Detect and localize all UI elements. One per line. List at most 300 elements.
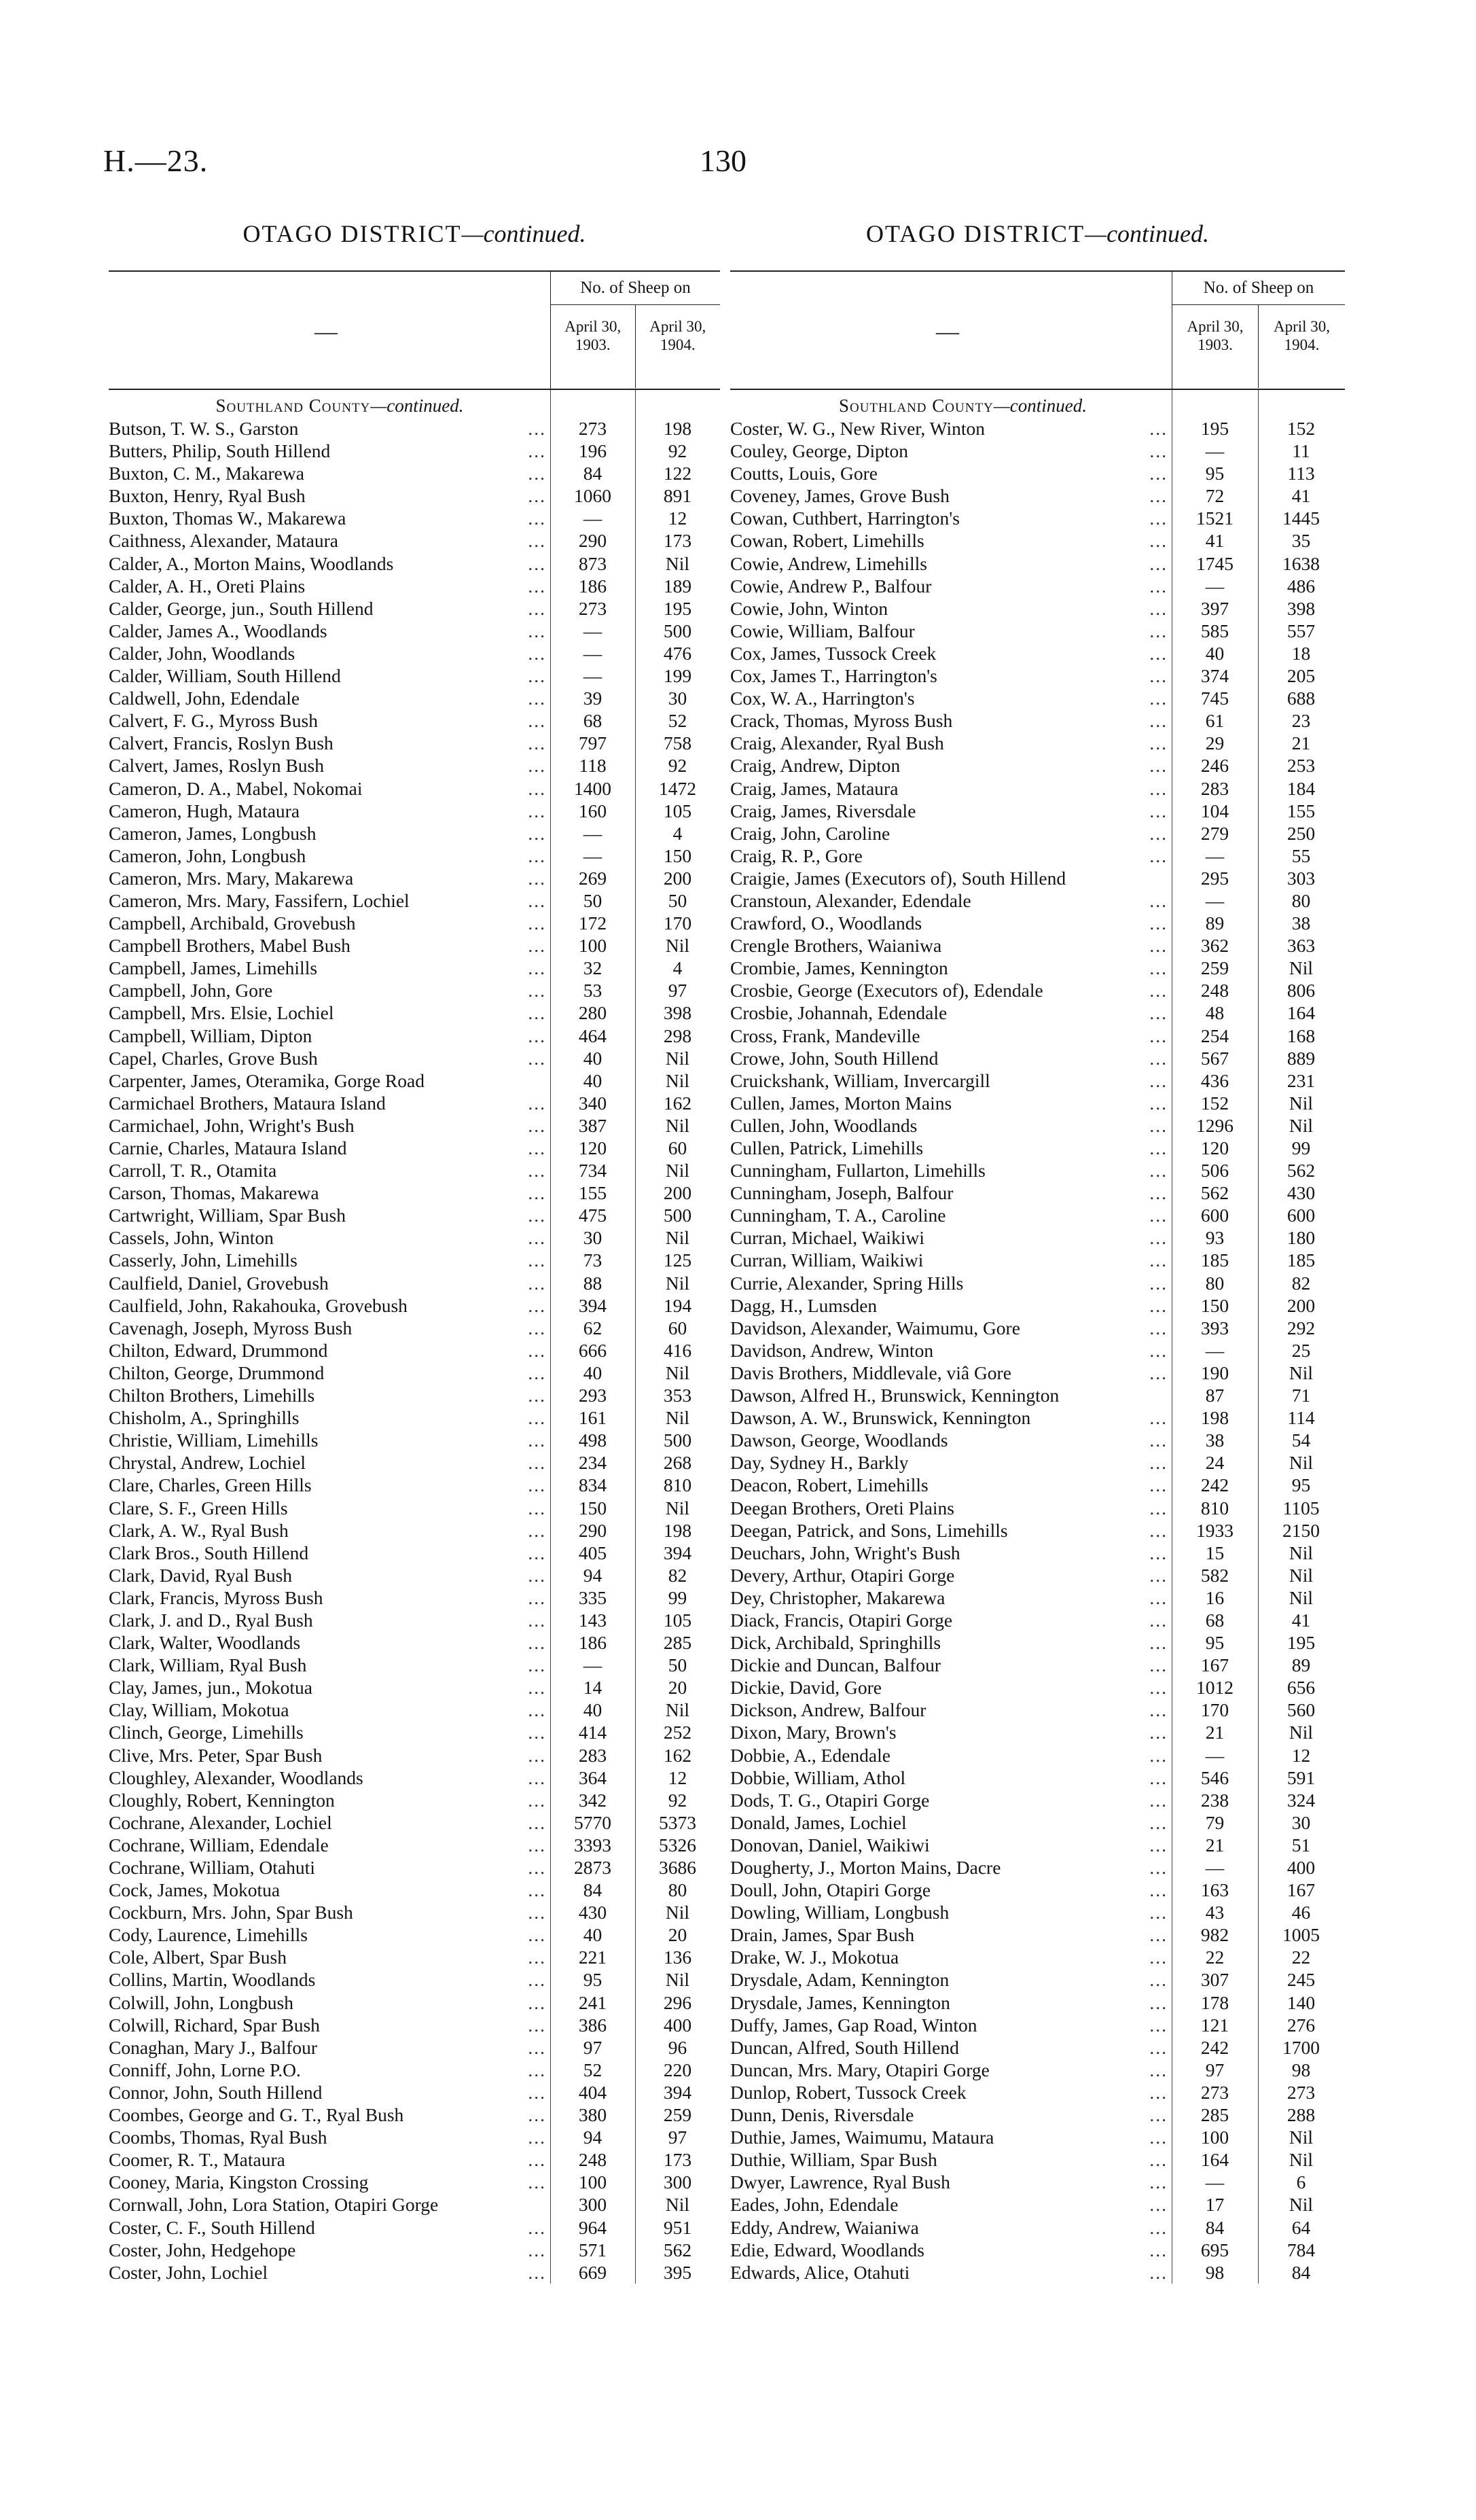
leader-dots: ... <box>1149 1339 1168 1361</box>
sheep-1903-cell: 669 <box>578 2261 607 2283</box>
leader-dots: ... <box>528 2127 546 2148</box>
owner-name: Clive, Mrs. Peter, Spar Bush <box>109 1745 325 1766</box>
sheep-1904-cell: 4 <box>672 822 683 844</box>
sheep-1904-cell: 6 <box>1296 2171 1306 2193</box>
owner-name: Cowan, Cuthbert, Harrington's <box>730 508 962 529</box>
sheep-1904-cell: 688 <box>1286 688 1316 709</box>
sheep-1904-cell: 150 <box>663 845 692 866</box>
sheep-1904-cell: 136 <box>663 1947 692 1968</box>
sheep-1904-cell: 250 <box>1286 822 1316 844</box>
sheep-1903-cell: 506 <box>1200 1160 1229 1182</box>
sheep-1903-cell: 32 <box>583 957 602 979</box>
sheep-1903-cell: 797 <box>578 732 607 754</box>
owner-name: Calvert, James, Roslyn Bush <box>109 755 327 776</box>
leader-dots: ... <box>1149 1677 1168 1699</box>
leader-dots: ... <box>528 755 546 777</box>
sheep-1903-cell: 17 <box>1205 2194 1225 2216</box>
sheep-1903-cell: 15 <box>1205 1542 1225 1563</box>
leader-dots: ... <box>528 1430 546 1451</box>
sheep-1903-cell: 430 <box>578 1902 607 1923</box>
owner-name: Cruickshank, William, Invercargill <box>730 1070 993 1091</box>
owner-name: Campbell, William, Dipton <box>109 1025 314 1046</box>
owner-cell <box>730 1609 1172 1631</box>
leader-dots: ... <box>528 822 546 844</box>
owner-name: Cochrane, Alexander, Lochiel <box>109 1812 335 1833</box>
leader-dots: ... <box>1149 2261 1168 2283</box>
leader-dots: ... <box>528 1991 546 2013</box>
header-group-label: No. of Sheep on <box>551 272 720 305</box>
owner-cell <box>109 1159 550 1182</box>
sheep-1904-cell: 184 <box>1286 777 1316 799</box>
sheep-1903-cell: 79 <box>1205 1811 1225 1833</box>
sheep-1903-cell: 340 <box>578 1092 607 1114</box>
table-row <box>109 1451 720 1474</box>
sheep-1903-cell: 21 <box>1205 1722 1225 1743</box>
leader-dots: ... <box>1149 418 1168 439</box>
sheep-1903-cell: 62 <box>583 1317 602 1338</box>
district-name: OTAGO DISTRICT <box>865 220 1085 247</box>
owner-cell <box>730 1519 1172 1542</box>
leader-dots: ... <box>528 1474 546 1496</box>
owner-name: Carnie, Charles, Mataura Island <box>109 1137 350 1158</box>
leader-dots: ... <box>528 1677 546 1699</box>
sheep-1904-cell: 98 <box>1291 2059 1311 2080</box>
leader-dots: ... <box>1149 2127 1168 2148</box>
sheep-1903-cell: 94 <box>583 1564 602 1586</box>
owner-name: Calvert, Francis, Roslyn Bush <box>109 732 336 753</box>
owner-cell <box>109 1744 550 1767</box>
sheep-1904-cell: Nil <box>665 1272 690 1294</box>
owner-cell <box>730 1092 1172 1114</box>
column-rule <box>550 390 551 2284</box>
owner-name: Drain, James, Spar Bush <box>730 1924 917 1945</box>
owner-cell <box>730 1946 1172 1968</box>
owner-name: Cross, Frank, Mandeville <box>730 1025 923 1046</box>
table-row <box>730 620 1345 642</box>
leader-dots: ... <box>528 1947 546 1968</box>
sheep-1904-cell: Nil <box>665 1699 690 1721</box>
sheep-1903-cell: 94 <box>583 2127 602 2148</box>
table-row <box>109 1182 720 1204</box>
owner-cell <box>109 2216 550 2239</box>
sheep-1904-cell: 22 <box>1291 1947 1311 1968</box>
sheep-1904-cell: 185 <box>1286 1249 1316 1271</box>
sheep-1904-cell: 1472 <box>659 777 696 799</box>
column-rule <box>1258 390 1259 2284</box>
table-row <box>730 687 1345 709</box>
owner-cell <box>730 1114 1172 1137</box>
sheep-1903-cell: 290 <box>578 1519 607 1541</box>
owner-cell <box>109 1631 550 1654</box>
sheep-1903-cell: 68 <box>1205 1609 1225 1631</box>
owner-name: Clay, William, Mokotua <box>109 1699 291 1720</box>
sheep-1904-cell: Nil <box>1289 1564 1314 1586</box>
sheep-1903-cell: 21 <box>1205 1834 1225 1856</box>
sheep-1904-cell: 140 <box>1286 1991 1316 2013</box>
sheep-1904-cell: 60 <box>668 1317 687 1338</box>
sheep-1904-cell: 500 <box>663 620 692 641</box>
sheep-1904-cell: 50 <box>668 889 687 911</box>
owner-cell <box>109 1069 550 1092</box>
owner-name: Craig, John, Caroline <box>730 823 893 844</box>
sheep-1904-cell: 220 <box>663 2059 692 2080</box>
sheep-1903-cell: 95 <box>583 1969 602 1991</box>
owner-cell <box>730 1564 1172 1586</box>
leader-dots: ... <box>528 1609 546 1631</box>
section-heading <box>109 390 720 417</box>
sheep-1904-cell: 12 <box>1291 1744 1311 1766</box>
owner-cell <box>730 1362 1172 1384</box>
table-row <box>109 1879 720 1901</box>
table-row <box>109 2239 720 2261</box>
table-row <box>109 709 720 732</box>
owner-name: Dickie, David, Gore <box>730 1677 884 1698</box>
leader-dots: ... <box>1149 1430 1168 1451</box>
table-row <box>109 2193 720 2216</box>
owner-cell <box>730 1542 1172 1564</box>
table-row <box>109 1294 720 1317</box>
table-row <box>109 1429 720 1451</box>
leader-dots: ... <box>1149 1699 1168 1721</box>
table-row <box>730 754 1345 777</box>
sheep-1904-cell: 125 <box>663 1249 692 1271</box>
table-row <box>730 575 1345 597</box>
owner-name: Cloughley, Alexander, Woodlands <box>109 1767 366 1788</box>
leader-dots: ... <box>1149 1362 1168 1383</box>
table-row <box>730 597 1345 620</box>
table-row <box>109 979 720 1001</box>
owner-name: Cochrane, William, Otahuti <box>109 1857 318 1878</box>
table-row <box>109 1946 720 1968</box>
sheep-1903-cell: 380 <box>578 2104 607 2126</box>
district-continued: —continued. <box>461 220 586 247</box>
sheep-1904-cell: 2150 <box>1282 1519 1320 1541</box>
owner-name: Chilton Brothers, Limehills <box>109 1385 317 1406</box>
leader-dots: ... <box>1149 1564 1168 1586</box>
owner-cell <box>109 1834 550 1856</box>
sheep-1904-cell: 71 <box>1291 1385 1311 1406</box>
table-row <box>730 1789 1345 1811</box>
sheep-1903-cell: 170 <box>1200 1699 1229 1721</box>
sheep-1903-cell: 242 <box>1200 2036 1229 2058</box>
owner-cell <box>730 1204 1172 1226</box>
table-row <box>730 1384 1345 1406</box>
table-row <box>109 1923 720 1946</box>
leader-dots: ... <box>1149 597 1168 619</box>
owner-name: Crawford, O., Woodlands <box>730 912 924 934</box>
owner-name: Cowie, Andrew, Limehills <box>730 553 930 574</box>
table-row <box>730 2036 1345 2059</box>
table-row <box>109 1339 720 1362</box>
leader-dots: ... <box>528 1452 546 1474</box>
leader-dots: ... <box>1149 485 1168 507</box>
sheep-1903-cell: 40 <box>583 1047 602 1069</box>
sheep-1903-cell: 1745 <box>1196 552 1234 574</box>
sheep-1904-cell: 96 <box>668 2036 687 2058</box>
table-row <box>730 867 1345 889</box>
sheep-1903-cell: 1296 <box>1196 1114 1234 1136</box>
sheep-1904-cell: 25 <box>1291 1339 1311 1361</box>
header-col-1904: April 30, 1904. <box>1273 318 1331 353</box>
owner-name: Cooney, Maria, Kingston Crossing <box>109 2171 371 2193</box>
leader-dots: ... <box>528 665 546 687</box>
sheep-1904-cell: 97 <box>668 2127 687 2148</box>
owner-cell <box>730 979 1172 1001</box>
sheep-1904-cell: Nil <box>1289 1114 1314 1136</box>
table-row <box>730 1767 1345 1789</box>
leader-dots: ... <box>528 1902 546 1923</box>
owner-cell <box>730 2126 1172 2148</box>
leader-dots: ... <box>528 485 546 507</box>
table-row <box>109 1249 720 1271</box>
owner-name: Craig, James, Mataura <box>730 778 901 799</box>
sheep-1904-cell: 353 <box>663 1385 692 1406</box>
owner-name: Campbell, Archibald, Grovebush <box>109 912 359 934</box>
owner-cell <box>730 732 1172 754</box>
sheep-1903-cell: 24 <box>1205 1452 1225 1474</box>
owner-cell <box>109 732 550 754</box>
owner-name: Dixon, Mary, Brown's <box>730 1722 899 1743</box>
owner-name: Coster, John, Lochiel <box>109 2262 270 2283</box>
table-row <box>730 1204 1345 1226</box>
table-row <box>109 1654 720 1676</box>
owner-name: Cameron, James, Longbush <box>109 823 319 844</box>
sheep-1904-cell: Nil <box>665 552 690 574</box>
sheep-1903-cell: 342 <box>578 1789 607 1811</box>
leader-dots: ... <box>528 688 546 709</box>
table-row <box>109 664 720 687</box>
leader-dots: ... <box>528 980 546 1001</box>
owner-cell <box>730 754 1172 777</box>
owner-name: Carson, Thomas, Makarewa <box>109 1182 322 1203</box>
sheep-1903-cell: 118 <box>579 755 607 777</box>
owner-name: Duffy, James, Gap Road, Winton <box>730 2015 979 2036</box>
leader-dots: ... <box>1149 822 1168 844</box>
owner-cell <box>109 867 550 889</box>
owner-cell <box>109 2059 550 2081</box>
owner-name: Connor, John, South Hillend <box>109 2082 325 2103</box>
owner-cell <box>730 552 1172 575</box>
sheep-1903-cell: 163 <box>1200 1879 1229 1901</box>
owner-cell <box>109 934 550 957</box>
owner-name: Campbell Brothers, Mabel Bush <box>109 935 353 956</box>
sheep-1904-cell: Nil <box>1289 1452 1314 1474</box>
table-row <box>109 1025 720 1047</box>
sheep-1904-cell: 99 <box>1291 1137 1311 1158</box>
sheep-1904-cell: 50 <box>668 1654 687 1676</box>
owner-name: Cassels, John, Winton <box>109 1227 276 1248</box>
sheep-1903-cell: — <box>1205 845 1225 866</box>
table-row <box>109 889 720 912</box>
district-title <box>109 217 720 250</box>
table-row <box>109 620 720 642</box>
table-row <box>730 1631 1345 1654</box>
page-series-code: H.—23. <box>103 143 209 178</box>
header-group-label: No. of Sheep on <box>1172 272 1345 305</box>
owner-name: Devery, Arthur, Otapiri Gorge <box>730 1565 957 1586</box>
owner-name: Drake, W. J., Mokotua <box>730 1947 901 1968</box>
owner-name: Campbell, John, Gore <box>109 980 275 1001</box>
owner-cell <box>109 529 550 552</box>
sheep-1903-cell: 80 <box>1205 1272 1225 1294</box>
owner-cell <box>730 1856 1172 1879</box>
sheep-1903-cell: 53 <box>583 980 602 1001</box>
table-row <box>730 845 1345 867</box>
owner-name: Drysdale, James, Kennington <box>730 1992 953 2013</box>
sheep-1904-cell: 416 <box>663 1339 692 1361</box>
owner-name: Cowie, William, Balfour <box>730 620 918 641</box>
table-row <box>109 1767 720 1789</box>
owner-name: Chrystal, Andrew, Lochiel <box>109 1452 308 1473</box>
leader-dots: ... <box>1149 1767 1168 1788</box>
owner-cell <box>109 1767 550 1789</box>
owner-cell <box>730 1069 1172 1092</box>
sheep-1903-cell: 104 <box>1200 800 1229 821</box>
leader-dots: ... <box>528 1047 546 1069</box>
header-dash: — <box>936 319 959 344</box>
owner-name: Clark, Francis, Myross Bush <box>109 1587 326 1608</box>
sheep-1903-cell: — <box>1205 1744 1225 1766</box>
sheep-1904-cell: Nil <box>1289 1542 1314 1563</box>
owner-cell <box>109 1182 550 1204</box>
sheep-1904-cell: 18 <box>1291 642 1311 664</box>
table-row <box>730 1901 1345 1923</box>
sheep-1904-cell: 476 <box>663 642 692 664</box>
leader-dots: ... <box>1149 1249 1168 1271</box>
leader-dots: ... <box>528 1857 546 1878</box>
leader-dots: ... <box>528 2171 546 2193</box>
owner-name: Duncan, Alfred, South Hillend <box>730 2037 962 2058</box>
sheep-1903-cell: — <box>1205 2171 1225 2193</box>
table-row <box>109 1519 720 1542</box>
owner-cell <box>109 1406 550 1429</box>
owner-cell <box>730 529 1172 552</box>
leader-dots: ... <box>1149 552 1168 574</box>
sheep-1903-cell: 87 <box>1205 1385 1225 1406</box>
leader-dots: ... <box>1149 1542 1168 1563</box>
owner-cell <box>730 1339 1172 1362</box>
sheep-1903-cell: 546 <box>1200 1767 1229 1788</box>
sheep-1903-cell: 387 <box>578 1114 607 1136</box>
table-row <box>109 2216 720 2239</box>
owner-cell <box>109 1384 550 1406</box>
owner-cell <box>730 867 1172 889</box>
district-title <box>730 217 1345 250</box>
table-row <box>109 1204 720 1226</box>
leader-dots: ... <box>1149 1586 1168 1608</box>
owner-cell <box>109 597 550 620</box>
owner-cell <box>730 1182 1172 1204</box>
table-row <box>109 642 720 664</box>
owner-name: Deuchars, John, Wright's Bush <box>730 1542 963 1563</box>
table-row <box>730 1272 1345 1294</box>
owner-cell <box>730 2059 1172 2081</box>
table-row <box>109 1497 720 1519</box>
table-row <box>730 800 1345 822</box>
sheep-1904-cell: Nil <box>665 1160 690 1182</box>
owner-cell <box>109 1721 550 1743</box>
sheep-1904-cell: 430 <box>1286 1182 1316 1204</box>
leader-dots: ... <box>1149 1789 1168 1811</box>
owner-cell <box>730 2239 1172 2261</box>
left-column <box>109 217 720 2284</box>
sheep-1903-cell: 285 <box>1200 2104 1229 2126</box>
owner-name: Collins, Martin, Woodlands <box>109 1969 318 1990</box>
leader-dots: ... <box>528 1811 546 1833</box>
table-row <box>109 957 720 979</box>
table-row <box>109 1384 720 1406</box>
sheep-1903-cell: 273 <box>578 597 607 619</box>
owner-cell <box>109 1451 550 1474</box>
sheep-1903-cell: 50 <box>583 889 602 911</box>
sheep-1904-cell: Nil <box>1289 1362 1314 1383</box>
sheep-1903-cell: 29 <box>1205 732 1225 754</box>
leader-dots: ... <box>1149 440 1168 462</box>
sheep-1904-cell: 92 <box>668 1789 687 1811</box>
leader-dots: ... <box>1149 845 1168 866</box>
table-row <box>730 1406 1345 1429</box>
leader-dots: ... <box>1149 463 1168 484</box>
leader-dots: ... <box>528 1744 546 1766</box>
sheep-1904-cell: 500 <box>663 1430 692 1451</box>
owner-cell <box>109 687 550 709</box>
sheep-1903-cell: 475 <box>578 1205 607 1226</box>
owner-name: Clark, J. and D., Ryal Bush <box>109 1610 316 1631</box>
table-row <box>730 1699 1345 1721</box>
owner-cell <box>730 642 1172 664</box>
sheep-1904-cell: 82 <box>668 1564 687 1586</box>
owner-name: Eddy, Andrew, Waianiwa <box>730 2217 922 2238</box>
table-row <box>730 1923 1345 1946</box>
owner-cell <box>109 1811 550 1834</box>
sheep-1904-cell: 889 <box>1286 1047 1316 1069</box>
sheep-1903-cell: 464 <box>578 1025 607 1046</box>
sheep-1903-cell: 5770 <box>574 1811 611 1833</box>
sheep-1904-cell: 273 <box>1286 2081 1316 2103</box>
sheep-1904-cell: 3686 <box>659 1857 696 1878</box>
table-row <box>730 664 1345 687</box>
sheep-1903-cell: — <box>583 508 602 529</box>
sheep-1904-cell: 38 <box>1291 912 1311 934</box>
sheep-1903-cell: 834 <box>578 1474 607 1496</box>
sheep-1904-cell: 656 <box>1286 1677 1316 1699</box>
leader-dots: ... <box>1149 980 1168 1001</box>
sheep-1903-cell: 84 <box>583 463 602 484</box>
sheep-1903-cell: 95 <box>1205 463 1225 484</box>
table-row <box>730 1047 1345 1069</box>
sheep-1904-cell: 173 <box>663 530 692 552</box>
leader-dots: ... <box>528 1879 546 1901</box>
leader-dots: ... <box>528 957 546 979</box>
sheep-1904-cell: 486 <box>1286 575 1316 597</box>
owner-name: Day, Sydney H., Barkly <box>730 1452 912 1473</box>
owner-name: Capel, Charles, Grove Bush <box>109 1048 321 1069</box>
owner-cell <box>730 1923 1172 1946</box>
table-row <box>730 2104 1345 2126</box>
leader-dots: ... <box>1149 1227 1168 1249</box>
sheep-1903-cell: 143 <box>578 1609 607 1631</box>
sheep-1904-cell: 105 <box>663 800 692 821</box>
table-row <box>730 484 1345 507</box>
sheep-1904-cell: 195 <box>663 597 692 619</box>
owner-cell <box>109 2126 550 2148</box>
sheep-1904-cell: 173 <box>663 2149 692 2171</box>
sheep-1903-cell: 40 <box>1205 642 1225 664</box>
owner-cell <box>109 575 550 597</box>
owner-cell <box>730 845 1172 867</box>
sheep-1904-cell: 113 <box>1287 463 1315 484</box>
owner-cell <box>109 979 550 1001</box>
